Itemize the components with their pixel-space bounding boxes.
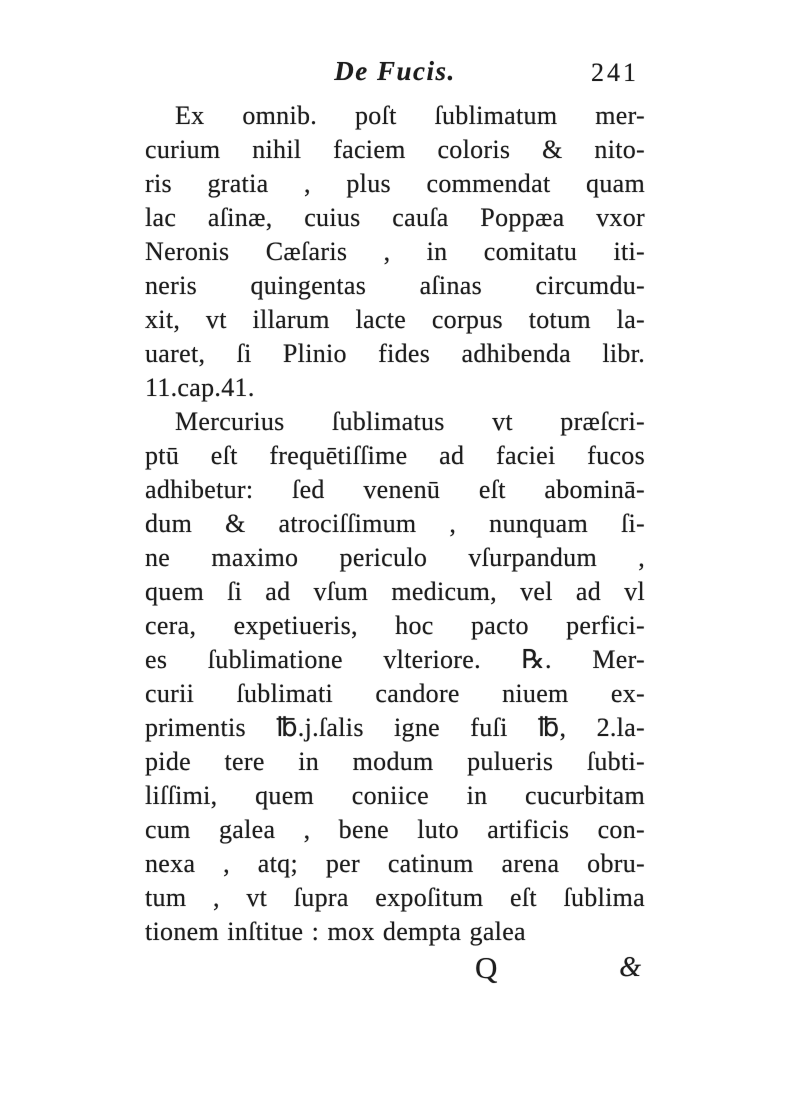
text-line: primentis ℔.j.ſalis igne fuſi ℔, 2.la- [145, 713, 645, 742]
text-line: xit, vt illarum lacte corpus totum la- [145, 305, 645, 334]
text-line: quem ſi ad vſum medicum, vel ad vl [145, 577, 645, 606]
text-line: Mercurius ſublimatus vt præſcri- [175, 407, 645, 436]
text-line: tum , vt ſupra expoſitum eſt ſublima [145, 883, 645, 912]
text-line: tionem inſtitue : mox dempta galea [145, 917, 526, 946]
signature-mark: Q [475, 950, 498, 985]
text-line: 11.cap.41. [145, 373, 255, 402]
text-line: ne maximo periculo vſurpandum , [145, 543, 645, 572]
text-line: cum galea , bene luto artificis con- [145, 815, 645, 844]
paragraph [145, 405, 645, 949]
text-line: cera, expetiueris, hoc pacto perfici- [145, 611, 645, 640]
text-line: lac aſinæ, cuius cauſa Poppæa vxor [145, 203, 645, 232]
page-header [145, 56, 645, 94]
text-line: neris quingentas aſinas circumdu- [145, 271, 645, 300]
text-line: adhibetur: ſed venenū eſt abominā- [145, 475, 645, 504]
text-line: uaret, ſi Plinio fides adhibenda libr. [145, 339, 645, 368]
text-line: curii ſublimati candore niuem ex- [145, 679, 645, 708]
text-line: ptū eſt frequētiſſime ad faciei fucos [145, 441, 645, 470]
page-footer [145, 951, 645, 997]
text-line: Neronis Cæſaris , in comitatu iti- [145, 237, 645, 266]
text-line: Ex omnib. poſt ſublimatum mer- [175, 101, 645, 130]
text-line: es ſublimatione vlteriore. ℞. Mer- [145, 645, 645, 674]
text-line: nexa , atq; per catinum arena obru- [145, 849, 645, 878]
text-line: pide tere in modum pulueris ſubti- [145, 747, 645, 776]
page-number: 241 [591, 58, 639, 87]
text-line: liſſimi, quem coniice in cucurbitam [145, 781, 645, 810]
running-header-title: De Fucis. [334, 56, 456, 86]
catchword: & [619, 952, 641, 983]
paragraph [145, 99, 645, 405]
text-line: curium nihil faciem coloris & nito- [145, 135, 645, 164]
text-body [145, 99, 645, 997]
text-line: dum & atrociſſimum , nunquam ſi- [145, 509, 645, 538]
text-line: ris gratia , plus commendat quam [145, 169, 645, 198]
